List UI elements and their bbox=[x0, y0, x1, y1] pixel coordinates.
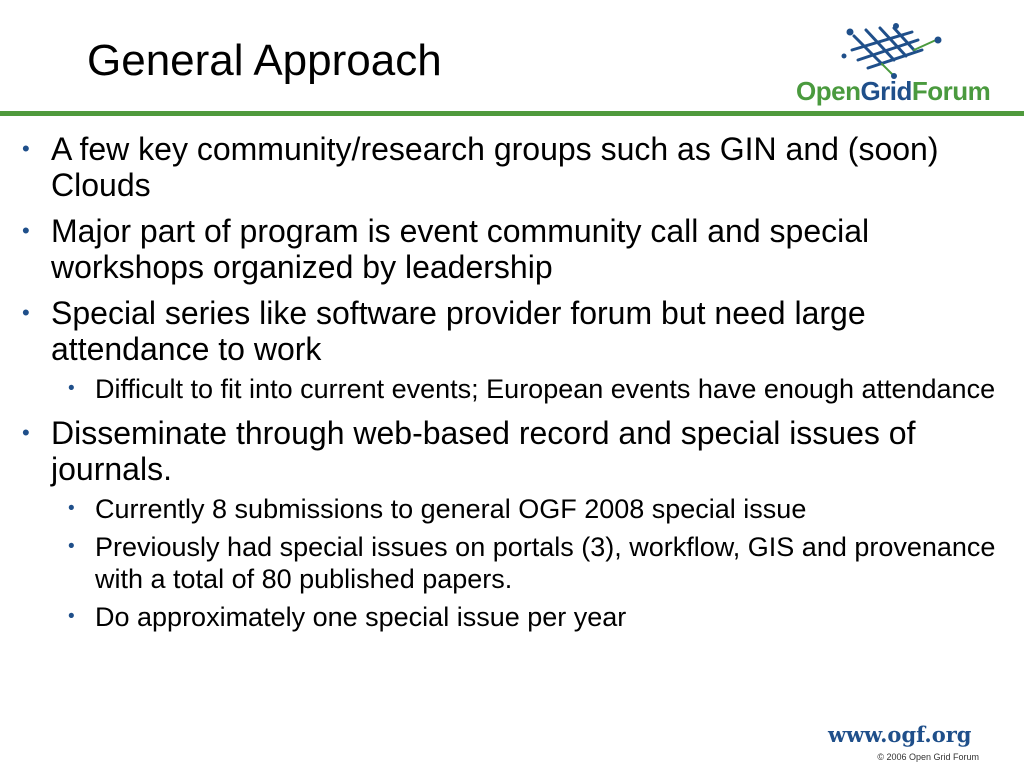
sub-bullet-icon: • bbox=[68, 606, 75, 627]
sub-bullet-item bbox=[51, 493, 1010, 525]
sub-bullet-list bbox=[51, 493, 1010, 633]
sub-bullet-icon: • bbox=[68, 498, 75, 519]
bullet-icon: • bbox=[22, 420, 30, 445]
copyright-footer: © 2006 Open Grid Forum bbox=[877, 752, 979, 762]
bullet-list bbox=[20, 131, 1010, 643]
bullet-text: Major part of program is event community call and special workshops organized by leadership bbox=[51, 213, 870, 285]
bullet-icon: • bbox=[22, 218, 30, 243]
bullet-item bbox=[20, 131, 1010, 203]
bullet-icon: • bbox=[22, 300, 30, 325]
bullet-text: Special series like software provider forum but need large attendance to work bbox=[51, 295, 866, 367]
logo-wordmark bbox=[796, 76, 990, 106]
logo-word-open: Open bbox=[796, 76, 861, 106]
sub-bullet-icon: • bbox=[68, 378, 75, 399]
grid-network-icon bbox=[796, 20, 981, 80]
bullet-item bbox=[20, 415, 1010, 633]
logo-word-forum: Forum bbox=[911, 76, 991, 106]
bullet-text: A few key community/research groups such as GIN and (soon) Clouds bbox=[51, 131, 939, 203]
sub-bullet-item bbox=[51, 373, 1010, 405]
logo-word-grid: Grid bbox=[860, 76, 912, 106]
sub-bullet-item bbox=[51, 531, 1010, 595]
bullet-item bbox=[20, 295, 1010, 405]
sub-bullet-item bbox=[51, 601, 1010, 633]
sub-bullet-text: Do approximately one special issue per year bbox=[95, 602, 627, 632]
sub-bullet-icon: • bbox=[68, 536, 75, 557]
sub-bullet-list bbox=[51, 373, 1010, 405]
bullet-icon: • bbox=[22, 136, 30, 161]
ogf-logo bbox=[796, 20, 991, 106]
title-divider bbox=[0, 111, 1024, 116]
bullet-text: Disseminate through web-based record and special issues of journals. bbox=[51, 415, 916, 487]
sub-bullet-text: Difficult to fit into current events; European events have enough attendance bbox=[95, 374, 996, 404]
sub-bullet-text: Previously had special issues on portals (3), workflow, GIS and provenance with a total of 80 published papers. bbox=[95, 532, 996, 594]
website-url: www.ogf.org bbox=[828, 722, 972, 747]
slide-title: General Approach bbox=[87, 36, 442, 85]
sub-bullet-text: Currently 8 submissions to general OGF 2008 special issue bbox=[95, 494, 807, 524]
bullet-item bbox=[20, 213, 1010, 285]
